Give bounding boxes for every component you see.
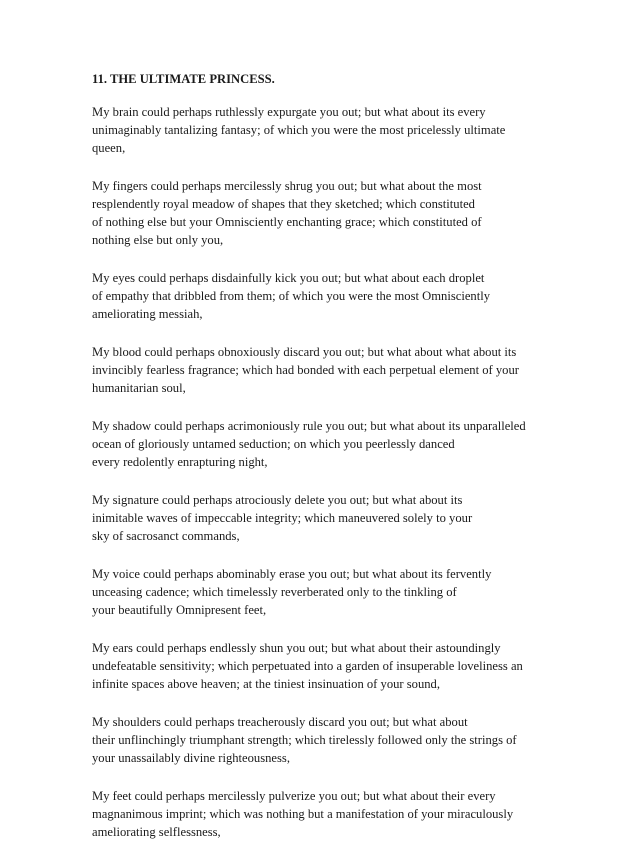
stanza [92,269,562,323]
stanza [92,177,562,249]
poem-line: magnanimous imprint; which was nothing but a manifestation of your miraculously [92,807,514,821]
poem-line: My brain could perhaps ruthlessly expurgate you out; but what about its every [92,105,486,119]
poem-line: My voice could perhaps abominably erase you out; but what about its fervently [92,567,492,581]
poem-line: My feet could perhaps mercilessly pulverize you out; but what about their every [92,789,496,803]
poem-line: undefeatable sensitivity; which perpetuated into a garden of insuperable loveliness an [92,659,523,673]
poem-line: My fingers could perhaps mercilessly shrug you out; but what about the most [92,179,482,193]
poem-line: resplendently royal meadow of shapes that they sketched; which constituted [92,197,475,211]
poem-line: My shadow could perhaps acrimoniously rule you out; but what about its unparalleled [92,419,526,433]
poem-line: ameliorating messiah, [92,307,203,321]
poem-line: every redolently enrapturing night, [92,455,268,469]
poem-line: your beautifully Omnipresent feet, [92,603,267,617]
poem-line: My blood could perhaps obnoxiously discard you out; but what about what about its [92,345,517,359]
stanza [92,565,562,619]
poem-line: your unassailably divine righteousness, [92,751,290,765]
poem-line: their unflinchingly triumphant strength; which tirelessly followed only the strings of [92,733,517,747]
poem-line: My signature could perhaps atrociously delete you out; but what about its [92,493,463,507]
stanza [92,343,562,397]
stanza [92,491,562,545]
poem-line: unceasing cadence; which timelessly reverberated only to the tinkling of [92,585,457,599]
poem-title: 11. THE ULTIMATE PRINCESS. [92,72,275,86]
stanza-list [92,103,562,841]
poem-line: My shoulders could perhaps treacherously discard you out; but what about [92,715,468,729]
poem-line: of empathy that dribbled from them; of which you were the most Omnisciently [92,289,491,303]
stanza [92,787,562,841]
poem-line: nothing else but only you, [92,233,224,247]
stanza [92,417,562,471]
stanza [92,713,562,767]
poem-line: queen, [92,141,126,155]
poem-line: infinite spaces above heaven; at the tiniest insinuation of your sound, [92,677,440,691]
stanza [92,639,562,693]
poem-line: unimaginably tantalizing fantasy; of which you were the most pricelessly ultimate [92,123,506,137]
poem-line: My ears could perhaps endlessly shun you out; but what about their astoundingly [92,641,501,655]
poem-line: inimitable waves of impeccable integrity; which maneuvered solely to your [92,511,473,525]
poem-line: of nothing else but your Omnisciently enchanting grace; which constituted of [92,215,482,229]
poem-line: ameliorating selflessness, [92,825,221,839]
poem-body [92,70,562,861]
poem-line: My eyes could perhaps disdainfully kick you out; but what about each droplet [92,271,485,285]
stanza [92,103,562,157]
poem-line: invincibly fearless fragrance; which had bonded with each perpetual element of your [92,363,519,377]
poem-line: ocean of gloriously untamed seduction; on which you peerlessly danced [92,437,455,451]
poem-line: sky of sacrosanct commands, [92,529,240,543]
poem-line: humanitarian soul, [92,381,186,395]
